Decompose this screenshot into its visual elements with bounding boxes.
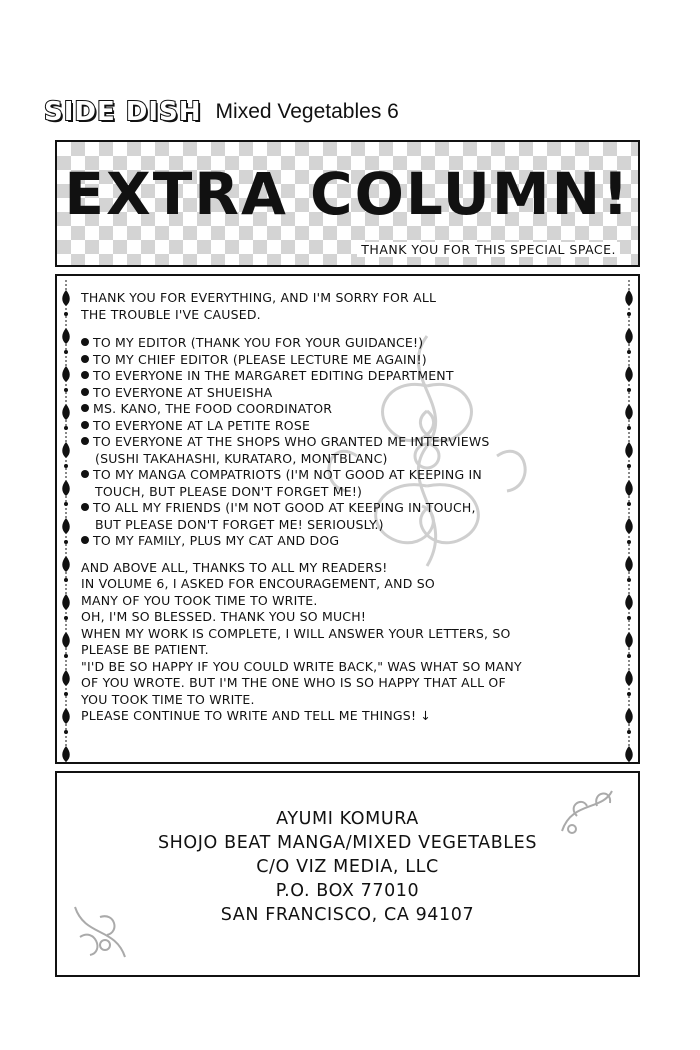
title-panel (55, 140, 640, 267)
intro-line: THANK YOU FOR EVERYTHING, AND I'M SORRY FOR ALL (81, 290, 437, 305)
address-line: SHOJO BEAT MANGA/MIXED VEGETABLES (157, 833, 538, 853)
closing-line: OH, I'M SO BLESSED. THANK YOU SO MUCH! (81, 609, 367, 624)
list-item: TO EVERYONE AT LA PETITE ROSE (81, 418, 616, 435)
closing-line: WHEN MY WORK IS COMPLETE, I WILL ANSWER YOUR LETTERS, SO (81, 625, 511, 641)
side-dish-logo: SIDE DISH (44, 97, 202, 127)
bullet-dot-icon (81, 355, 89, 363)
bullet-dot-icon (81, 371, 89, 379)
message-body (81, 290, 616, 725)
list-item-continuation: (SUSHI TAKAHASHI, KURATARO, MONTBLANC) (95, 450, 388, 466)
closing-line: IN VOLUME 6, I ASKED FOR ENCOURAGEMENT, AND SO (81, 576, 435, 591)
header-subtitle: Mixed Vegetables 6 (215, 100, 399, 123)
thanks-caption: THANK YOU FOR THIS SPECIAL SPACE. (357, 242, 620, 257)
bullet-dot-icon (81, 437, 89, 445)
closing-line: AND ABOVE ALL, THANKS TO ALL MY READERS! (81, 559, 388, 575)
bullet-dot-icon (81, 404, 89, 412)
bullet-dot-icon (81, 503, 89, 511)
closing-line: "I'D BE SO HAPPY IF YOU COULD WRITE BACK," WAS WHAT SO MANY (81, 658, 522, 674)
page-title: EXTRA COLUMN! (64, 160, 631, 228)
list-item: TO MY MANGA COMPATRIOTS (I'M NOT GOOD AT KEEPING IN (81, 467, 616, 484)
left-vine-border-icon (61, 280, 71, 762)
thanks-list (81, 335, 616, 550)
right-vine-border-icon (624, 280, 634, 762)
address-panel (55, 771, 640, 977)
closing-line: OF YOU WROTE. BUT I'M THE ONE WHO IS SO HAPPY THAT ALL OF (81, 675, 506, 690)
list-item: TO EVERYONE IN THE MARGARET EDITING DEPARTMENT (81, 368, 616, 385)
bullet-dot-icon (81, 388, 89, 396)
bullet-dot-icon (81, 536, 89, 544)
closing-line: YOU TOOK TIME TO WRITE. (81, 691, 255, 707)
list-item: MS. KANO, THE FOOD COORDINATOR (81, 401, 616, 418)
mailing-address (57, 807, 638, 927)
closing-line: PLEASE BE PATIENT. (81, 642, 209, 657)
address-line: AYUMI KOMURA (276, 809, 419, 829)
list-item-continuation: BUT PLEASE DON'T FORGET ME! SERIOUSLY.) (95, 516, 384, 532)
address-line: SAN FRANCISCO, CA 94107 (220, 905, 475, 925)
address-line: C/O VIZ MEDIA, LLC (256, 857, 439, 877)
closing-paragraph (81, 560, 616, 725)
list-item: TO MY FAMILY, PLUS MY CAT AND DOG (81, 533, 616, 550)
closing-line: PLEASE CONTINUE TO WRITE AND TELL ME THINGS! ↓ (81, 708, 431, 723)
page-header (44, 92, 399, 132)
list-item: TO MY EDITOR (THANK YOU FOR YOUR GUIDANCE!) (81, 335, 616, 352)
address-line: P.O. BOX 77010 (275, 881, 420, 901)
list-item-continuation: TOUCH, BUT PLEASE DON'T FORGET ME!) (95, 483, 363, 499)
bullet-dot-icon (81, 338, 89, 346)
list-item: TO MY CHIEF EDITOR (PLEASE LECTURE ME AGAIN!) (81, 352, 616, 369)
bullet-dot-icon (81, 421, 89, 429)
list-item: TO EVERYONE AT SHUEISHA (81, 385, 616, 402)
bullet-dot-icon (81, 470, 89, 478)
message-panel (55, 274, 640, 764)
closing-line: MANY OF YOU TOOK TIME TO WRITE. (81, 592, 318, 608)
intro-line: THE TROUBLE I'VE CAUSED. (81, 306, 261, 322)
list-item: TO EVERYONE AT THE SHOPS WHO GRANTED ME INTERVIEWS (81, 434, 616, 451)
list-item: TO ALL MY FRIENDS (I'M NOT GOOD AT KEEPING IN TOUCH, (81, 500, 616, 517)
